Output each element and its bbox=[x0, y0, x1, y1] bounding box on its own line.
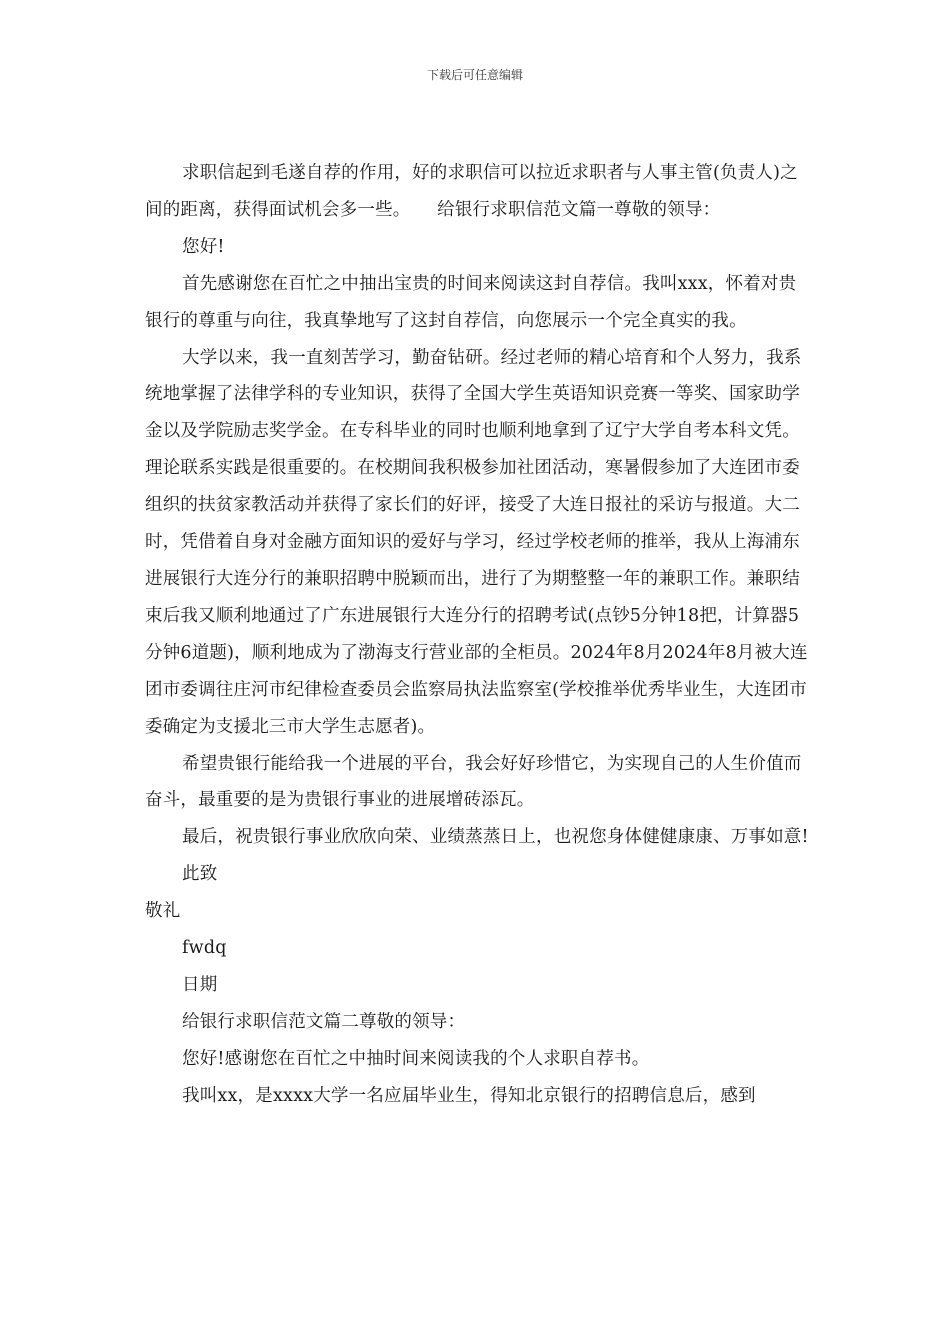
paragraph: 此致 bbox=[182, 864, 218, 885]
paragraph: 首先感谢您在百忙之中抽出宝贵的时间来阅读这封自荐信。我叫xxx，怀着对贵银行的尊重与向往，我真挚地写了这封自荐信，向您展示一个完全真实的我。 bbox=[145, 273, 797, 331]
page-header: 下载后可任意编辑 bbox=[426, 68, 523, 82]
paragraph: fwdq bbox=[182, 938, 227, 959]
paragraph: 大学以来，我一直刻苦学习，勤奋钻研。经过老师的精心培育和个人努力，我系统地掌握了法律学科的专业知识，获得了全国大学生英语知识竞赛一等奖、国家助学金以及学院励志奖学金。在专科毕业的同时也顺利地拿到了辽宁大学自考本科文凭。理论联系实践是很重要的。在校期间我积极参加社团活动，寒暑假参加了大连团市委组织的扶贫家教活动并获得了家长们的好评，接受了大连日报社的采访与报道。大二时，凭借着自身对金融方面知识的爱好与学习，经过学校老师的推举，我从上海浦东进展银行大连分行的兼职招聘中脱颖而出，进行了为期整整一年的兼职工作。兼职结束后我又顺利地通过了广东进展银行大连分行的招聘考试(点钞5分钟18把，计算器5分钟6道题)，顺利地成为了渤海支行营业部的全柜员。2024年8月2024年8月被大连团市委调往庄河市纪律检查委员会监察局执法监察室(学校推举优秀毕业生，大连团市委确定为支援北三市大学生志愿者)。 bbox=[145, 347, 808, 737]
paragraph: 您好! bbox=[182, 236, 225, 257]
document-body bbox=[145, 155, 813, 1115]
paragraph: 您好!感谢您在百忙之中抽时间来阅读我的个人求职自荐书。 bbox=[182, 1048, 650, 1069]
paragraph: 敬礼 bbox=[145, 901, 181, 922]
paragraph: 希望贵银行能给我一个进展的平台，我会好好珍惜它，为实现自己的人生价值而奋斗，最重要的是为贵银行事业的进展增砖添瓦。 bbox=[145, 753, 802, 811]
paragraph: 求职信起到毛遂自荐的作用，好的求职信可以拉近求职者与人事主管(负责人)之间的距离，获得面试机会多一些。 给银行求职信范文篇一尊敬的领导： bbox=[145, 163, 798, 220]
paragraph: 给银行求职信范文篇二尊敬的领导： bbox=[182, 1011, 466, 1032]
paragraph: 最后，祝贵银行事业欣欣向荣、业绩蒸蒸日上，也祝您身体健健康康、万事如意! bbox=[182, 827, 809, 848]
paragraph: 我叫xx，是xxxx大学一名应届毕业生，得知北京银行的招聘信息后，感到 bbox=[182, 1085, 756, 1106]
paragraph: 日期 bbox=[182, 974, 218, 995]
